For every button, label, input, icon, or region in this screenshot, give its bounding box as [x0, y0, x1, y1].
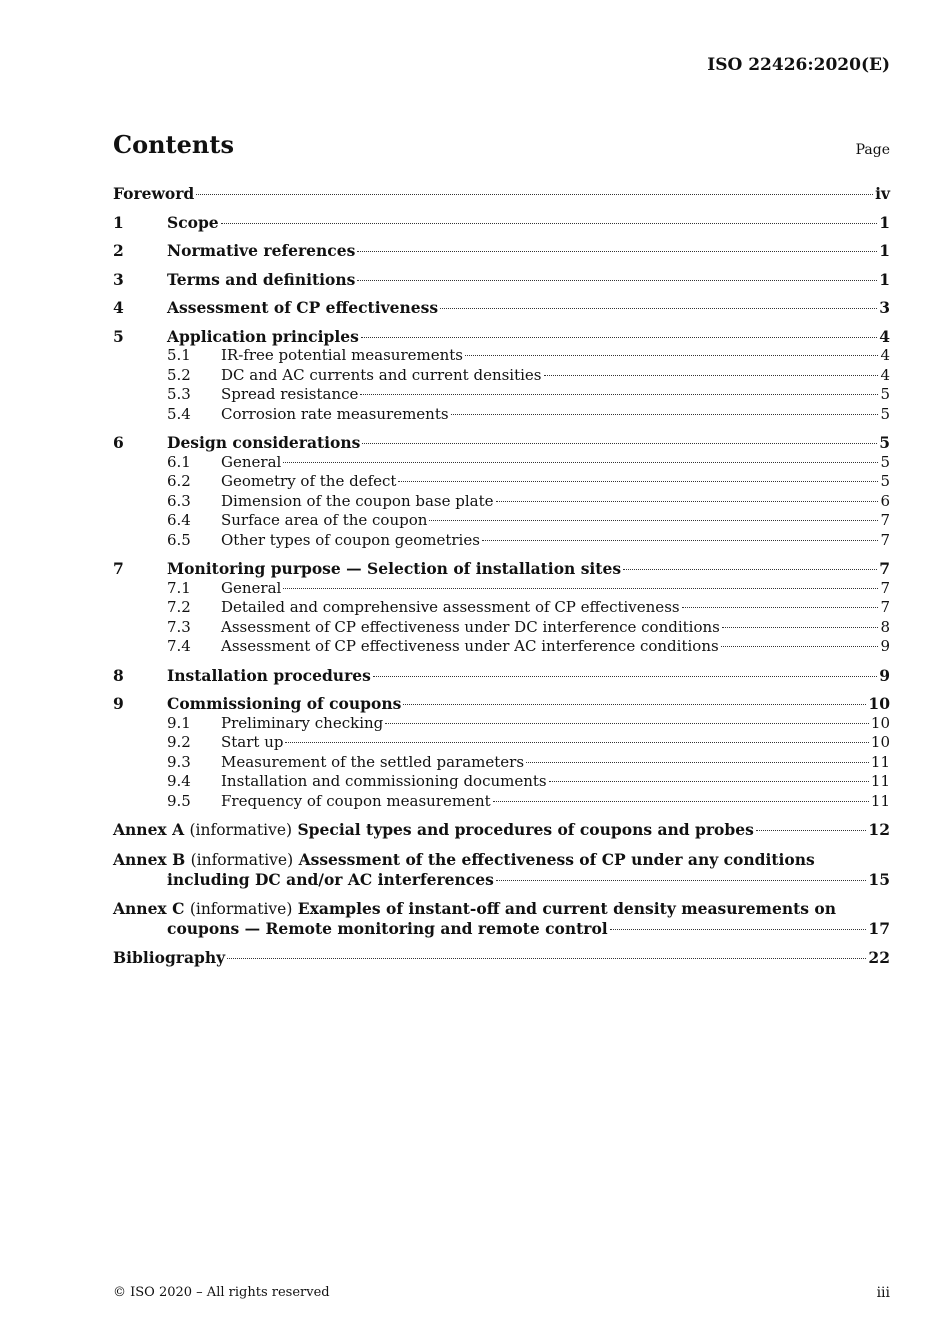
- toc-number: 6: [113, 433, 124, 452]
- toc-entry-9-2[interactable]: [113, 733, 890, 753]
- toc-number: 8: [113, 665, 124, 685]
- toc-page: 5: [880, 452, 890, 471]
- dot-leader: [429, 520, 878, 521]
- annex-title-line2: coupons — Remote monitoring and remote control: [167, 919, 608, 938]
- toc-entry-6-4[interactable]: [113, 511, 890, 531]
- dot-leader: [362, 443, 877, 444]
- toc-label: Foreword: [113, 184, 195, 203]
- toc-page: 17: [868, 919, 890, 938]
- dot-leader: [373, 676, 877, 677]
- dot-leader: [549, 781, 869, 782]
- toc-entry-6-1[interactable]: [113, 453, 890, 473]
- toc-number: 9.2: [167, 733, 191, 751]
- dot-leader: [526, 762, 869, 763]
- dot-leader: [544, 375, 879, 376]
- toc-label: Corrosion rate measurements: [221, 404, 449, 423]
- toc-number: 9.5: [167, 791, 191, 810]
- dot-leader: [285, 742, 868, 743]
- toc-label: Assessment of CP effectiveness under AC interference conditions: [221, 637, 719, 655]
- toc-page: 11: [870, 772, 890, 790]
- toc-number: 6.5: [167, 530, 191, 549]
- dot-leader: [623, 569, 877, 570]
- annex-title-line1: Examples of instant-off and current density measurements on: [297, 898, 836, 918]
- toc-label: Other types of coupon geometries: [221, 530, 480, 549]
- toc-number: 5.3: [167, 385, 191, 403]
- toc-number: 9.4: [167, 772, 191, 790]
- toc-label: DC and AC currents and current densities: [221, 365, 542, 384]
- toc-page: 11: [870, 752, 890, 771]
- toc-entry-8[interactable]: [113, 666, 890, 686]
- toc-number: 5: [113, 326, 124, 346]
- toc-page: 10: [870, 713, 890, 732]
- toc-number: 5.1: [167, 346, 191, 364]
- dot-leader: [682, 607, 879, 608]
- toc-page: 10: [868, 694, 890, 713]
- toc-page: 22: [868, 947, 890, 967]
- toc-label: Assessment of CP effectiveness: [167, 298, 439, 317]
- toc-entry-9[interactable]: [113, 694, 890, 714]
- toc-number: 6.3: [167, 491, 191, 510]
- dot-leader: [493, 801, 869, 802]
- toc-label: Design considerations: [167, 433, 361, 452]
- toc-entry-annex-b[interactable]: [113, 850, 890, 890]
- toc-page: 8: [880, 617, 890, 636]
- toc-entry-foreword[interactable]: [113, 184, 890, 204]
- toc-entry-bibliography[interactable]: [113, 948, 890, 968]
- toc-label: Dimension of the coupon base plate: [221, 491, 494, 510]
- toc-page: 7: [879, 559, 890, 578]
- toc-entry-6-5[interactable]: [113, 531, 890, 551]
- toc-label: Bibliography: [113, 947, 226, 967]
- dot-leader: [403, 704, 866, 705]
- annex-prefix: Annex B: [113, 849, 186, 869]
- toc-entry-5-2[interactable]: [113, 366, 890, 386]
- copyright-notice: © ISO 2020 – All rights reserved: [113, 1285, 330, 1300]
- toc-entry-6-2[interactable]: [113, 472, 890, 492]
- dot-leader: [610, 929, 867, 930]
- toc-label: Assessment of CP effectiveness under DC interference conditions: [221, 617, 720, 636]
- toc-entry-3[interactable]: [113, 270, 890, 290]
- toc-page: 7: [880, 598, 890, 616]
- dot-leader: [440, 308, 877, 309]
- toc-number: 7: [113, 559, 124, 578]
- annex-informative: (informative): [189, 899, 293, 918]
- dot-leader: [451, 414, 879, 415]
- document-id: ISO 22426:2020(E): [707, 55, 890, 75]
- toc-page: 4: [880, 365, 890, 384]
- toc-page: 12: [868, 820, 890, 839]
- toc-number: 9.1: [167, 713, 191, 732]
- toc-page: 7: [880, 511, 890, 529]
- toc-label: Scope: [167, 212, 219, 232]
- toc-label: Spread resistance: [221, 385, 359, 403]
- toc-page: iv: [875, 184, 890, 203]
- toc-entry-5-4[interactable]: [113, 405, 890, 425]
- toc-page: 3: [879, 298, 890, 317]
- toc-label: Application principles: [167, 326, 359, 346]
- toc-page: 5: [880, 404, 890, 423]
- toc-page: 1: [879, 212, 890, 232]
- toc-entry-6-3[interactable]: [113, 492, 890, 512]
- dot-leader: [496, 880, 867, 881]
- toc-label: Installation procedures: [167, 665, 371, 685]
- toc-label: Preliminary checking: [221, 713, 384, 732]
- toc-number: 3: [113, 269, 124, 289]
- toc-page: 10: [870, 733, 890, 751]
- toc-number: 6.4: [167, 511, 191, 529]
- dot-leader: [357, 251, 877, 252]
- dot-leader: [196, 194, 873, 195]
- toc-number: 5.4: [167, 404, 191, 423]
- annex-informative: (informative): [190, 850, 294, 869]
- toc-number: 7.4: [167, 637, 191, 655]
- dot-leader: [398, 481, 878, 482]
- toc-entry-2[interactable]: [113, 241, 890, 261]
- toc-number: 1: [113, 212, 124, 232]
- toc-number: 7.1: [167, 578, 191, 597]
- toc-entry-1[interactable]: [113, 213, 890, 233]
- toc-entry-9-1[interactable]: [113, 714, 890, 734]
- toc-page: 1: [879, 269, 890, 289]
- dot-leader: [283, 462, 878, 463]
- toc-page: 4: [879, 326, 890, 346]
- toc-label: [113, 820, 754, 841]
- toc-entry-7-3[interactable]: [113, 618, 890, 638]
- toc-label: Measurement of the settled parameters: [221, 752, 525, 771]
- toc-label: Start up: [221, 733, 284, 751]
- toc-label: Terms and definitions: [167, 269, 356, 289]
- toc-page: 5: [880, 385, 890, 403]
- toc-label: Geometry of the defect: [221, 472, 397, 490]
- toc-entry-9-4[interactable]: [113, 772, 890, 792]
- dot-leader: [360, 394, 878, 395]
- toc-number: 2: [113, 241, 124, 260]
- toc-entry-5-3[interactable]: [113, 385, 890, 405]
- toc-entry-6[interactable]: [113, 433, 890, 453]
- toc-number: 7.2: [167, 598, 191, 616]
- toc-entry-7[interactable]: [113, 559, 890, 579]
- toc-page: 1: [879, 241, 890, 260]
- toc-label: Detailed and comprehensive assessment of CP effectiveness: [221, 598, 680, 616]
- toc-entry-7-4[interactable]: [113, 637, 890, 657]
- toc-entry-4[interactable]: [113, 298, 890, 318]
- annex-prefix: Annex C: [113, 898, 185, 918]
- toc-label: General: [221, 578, 282, 597]
- dot-leader: [756, 830, 867, 831]
- toc-page: 4: [880, 346, 890, 364]
- toc-number: 4: [113, 298, 124, 317]
- toc-label: Frequency of coupon measurement: [221, 791, 491, 810]
- toc-page: 9: [880, 637, 890, 655]
- dot-leader: [357, 280, 877, 281]
- dot-leader: [721, 646, 879, 647]
- dot-leader: [227, 958, 866, 959]
- toc-entry-5-1[interactable]: [113, 346, 890, 366]
- toc-page: 15: [868, 870, 890, 889]
- dot-leader: [361, 337, 877, 338]
- toc-number: 9: [113, 694, 124, 713]
- page-column-label: Page: [855, 142, 890, 158]
- annex-title-line2: including DC and/or AC interferences: [167, 870, 494, 889]
- toc-label: General: [221, 452, 282, 471]
- toc-number: 6.1: [167, 452, 191, 471]
- table-of-contents: [113, 184, 890, 967]
- toc-number: 7.3: [167, 617, 191, 636]
- toc-entry-9-5[interactable]: [113, 792, 890, 812]
- dot-leader: [465, 355, 878, 356]
- toc-page: 5: [879, 433, 890, 452]
- toc-label: Installation and commissioning documents: [221, 772, 547, 790]
- dot-leader: [283, 588, 878, 589]
- toc-entry-annex-a[interactable]: [113, 820, 890, 841]
- toc-label: Normative references: [167, 241, 356, 260]
- toc-number: 6.2: [167, 472, 191, 490]
- dot-leader: [482, 540, 879, 541]
- toc-page: 6: [880, 491, 890, 510]
- page-title: Contents: [113, 130, 234, 159]
- annex-informative: (informative): [189, 821, 293, 839]
- toc-entry-9-3[interactable]: [113, 753, 890, 773]
- toc-number: 5.2: [167, 365, 191, 384]
- toc-number: 9.3: [167, 752, 191, 771]
- dot-leader: [221, 223, 878, 224]
- annex-prefix: Annex A: [113, 820, 185, 839]
- dot-leader: [722, 627, 879, 628]
- toc-entry-annex-c[interactable]: [113, 899, 890, 939]
- page-number: iii: [876, 1285, 890, 1301]
- annex-title: Special types and procedures of coupons and probes: [297, 820, 754, 839]
- toc-page: 7: [880, 530, 890, 549]
- dot-leader: [496, 501, 879, 502]
- toc-label: Surface area of the coupon: [221, 511, 428, 529]
- toc-entry-5[interactable]: [113, 327, 890, 347]
- toc-page: 5: [880, 472, 890, 490]
- toc-entry-7-2[interactable]: [113, 598, 890, 618]
- dot-leader: [385, 723, 869, 724]
- annex-title-line1: Assessment of the effectiveness of CP under any conditions: [298, 849, 815, 869]
- toc-page: 11: [870, 791, 890, 810]
- toc-label: Commissioning of coupons: [167, 694, 402, 713]
- toc-page: 7: [880, 578, 890, 597]
- toc-label: IR-free potential measurements: [221, 346, 463, 364]
- toc-label: Monitoring purpose — Selection of installation sites: [167, 559, 622, 578]
- toc-entry-7-1[interactable]: [113, 579, 890, 599]
- toc-page: 9: [879, 665, 890, 685]
